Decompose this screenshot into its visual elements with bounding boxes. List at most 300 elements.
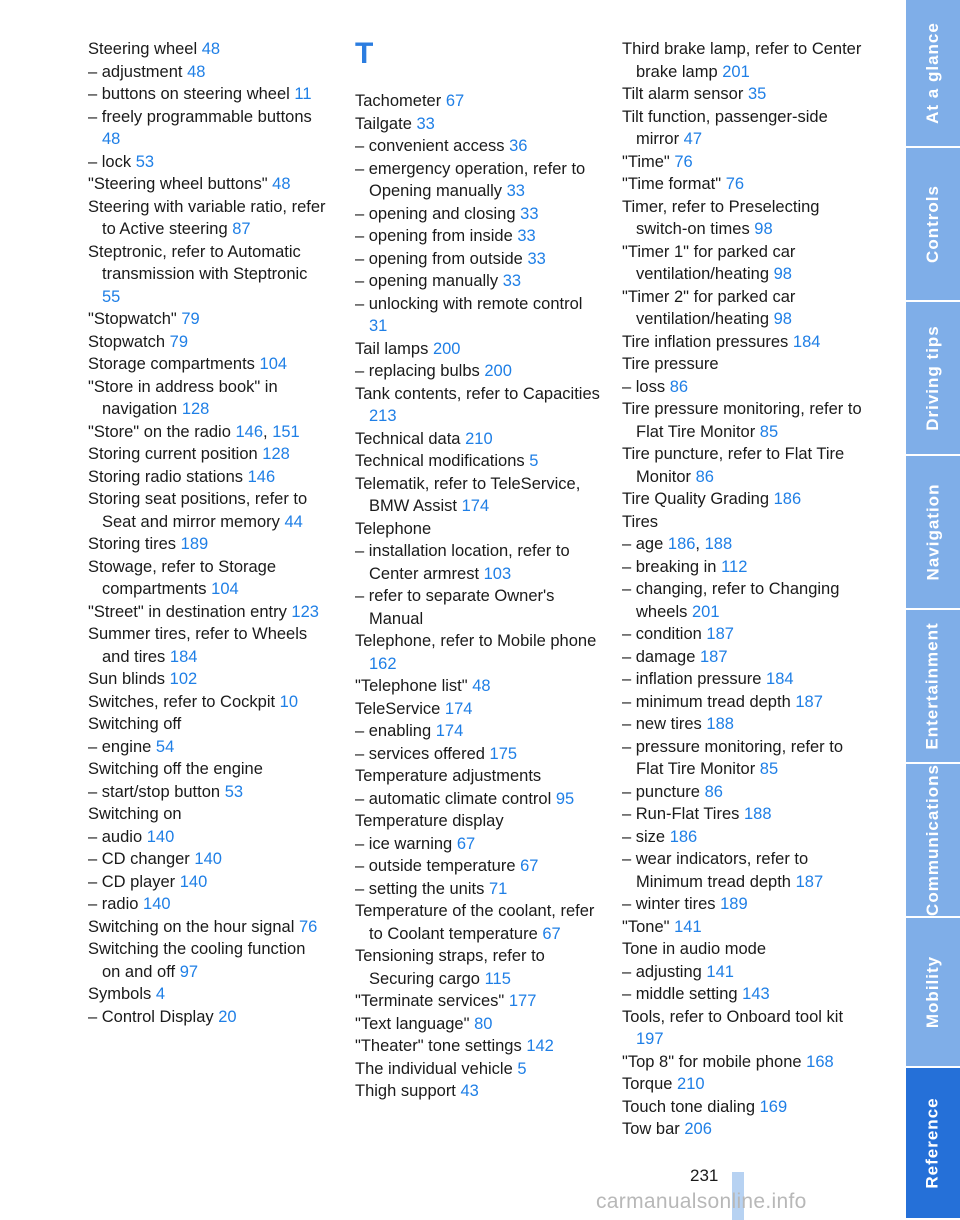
- page-reference-link[interactable]: 168: [806, 1052, 834, 1071]
- index-entry-term: Technical data: [355, 429, 461, 448]
- page-reference-link[interactable]: 174: [435, 722, 464, 740]
- index-entry: [622, 173, 867, 196]
- index-entry: [622, 443, 867, 488]
- index-entry: [622, 646, 867, 669]
- index-entry-term: – opening and closing: [355, 204, 516, 223]
- index-entry: [355, 855, 600, 878]
- index-entry: [88, 871, 328, 894]
- index-entry-term: – automatic climate control: [355, 789, 552, 808]
- index-entry: [88, 443, 328, 466]
- page-reference-link[interactable]: 188: [743, 805, 772, 823]
- page-reference-link[interactable]: 76: [298, 917, 318, 936]
- page-reference-link[interactable]: 36: [509, 137, 528, 155]
- index-entry: [622, 83, 867, 106]
- index-entry-term: Tilt function, passenger-side mirror: [622, 107, 828, 148]
- page-reference-link[interactable]: 33: [416, 114, 435, 133]
- index-entry-term: – CD player: [88, 872, 176, 891]
- index-entry: [355, 585, 600, 630]
- section-tab-label: Reference: [923, 1097, 942, 1189]
- index-entry-term: – start/stop button: [88, 782, 221, 801]
- section-tab-communications[interactable]: [906, 764, 960, 918]
- index-entry-term: – winter tires: [622, 895, 716, 913]
- page-reference-link[interactable]: 141: [674, 917, 702, 936]
- index-entry: [88, 916, 328, 939]
- index-entry-term: Tire inflation pressures: [622, 332, 789, 351]
- index-entry-term: Storing radio stations: [88, 467, 244, 486]
- index-entry: [88, 736, 328, 759]
- index-entry-term: – emergency operation, refer to Opening manually: [355, 159, 586, 200]
- index-entry: [88, 173, 328, 196]
- index-entry-term: Temperature adjustments: [355, 767, 542, 785]
- index-entry: [355, 293, 600, 338]
- index-entry: [355, 473, 600, 518]
- index-entry: [622, 623, 867, 646]
- page-reference-link[interactable]: 123: [291, 602, 319, 621]
- page-reference-link[interactable]: 186: [667, 535, 696, 553]
- section-tab-bar: [906, 0, 960, 1220]
- section-tab-mobility[interactable]: [906, 918, 960, 1068]
- index-column-3: [622, 38, 867, 1141]
- page-reference-link[interactable]: 48: [472, 677, 491, 695]
- page-reference-link[interactable]: 188: [704, 535, 733, 553]
- index-entry-term: Tank contents, refer to Capacities: [355, 384, 600, 403]
- page-reference-link[interactable]: 142: [526, 1037, 554, 1055]
- index-entry-term: Tools, refer to Onboard tool kit: [622, 1007, 844, 1026]
- index-entry-term: Tailgate: [355, 114, 412, 133]
- index-entry: [622, 893, 867, 916]
- page-reference-link[interactable]: 140: [146, 827, 175, 846]
- page-reference-link[interactable]: 184: [169, 647, 198, 666]
- page-reference-link[interactable]: 67: [456, 834, 476, 853]
- index-entry: [622, 556, 867, 579]
- index-entry-term: – damage: [622, 647, 696, 666]
- index-entry-term: – CD changer: [88, 850, 190, 868]
- index-entry: [88, 1006, 328, 1029]
- page-reference-link[interactable]: 33: [502, 272, 522, 290]
- index-entry-term: – outside temperature: [355, 857, 516, 875]
- index-entry-term: "Store in address book" in navigation: [88, 377, 278, 418]
- index-entry: [622, 826, 867, 849]
- section-tab-label: At a glance: [923, 22, 943, 124]
- index-entry: [355, 630, 600, 675]
- page-reference-link[interactable]: 67: [520, 857, 539, 875]
- page-reference-link[interactable]: 104: [259, 355, 288, 373]
- page-reference-link[interactable]: 76: [725, 175, 745, 193]
- index-entry: [88, 151, 328, 174]
- index-entry-term: Switching off the engine: [88, 760, 263, 778]
- page-reference-link[interactable]: 54: [155, 737, 175, 756]
- index-entry: [88, 376, 328, 421]
- index-entry-term: – loss: [622, 377, 666, 396]
- watermark: carmanualsonline.info: [596, 1190, 807, 1213]
- index-entry-term: – wear indicators, refer to Minimum tread depth: [622, 850, 809, 891]
- index-entry: [355, 540, 600, 585]
- index-entry-term: – unlocking with remote control: [355, 294, 583, 313]
- index-entry-term: – convenient access: [355, 137, 505, 155]
- index-entry-term: "Time format": [622, 175, 722, 193]
- index-entry: [88, 713, 328, 736]
- page-reference-link[interactable]: 102: [169, 670, 198, 688]
- section-tab-entertainment[interactable]: [906, 610, 960, 764]
- index-entry-term: Tire pressure monitoring, refer to Flat Tire Monitor: [622, 400, 862, 441]
- index-entry: [355, 878, 600, 901]
- index-entry-term: Switching the cooling function on and off: [88, 940, 306, 981]
- index-entry: [88, 893, 328, 916]
- page-reference-link[interactable]: 201: [722, 62, 750, 81]
- index-entry: [355, 720, 600, 743]
- index-entry: [355, 518, 600, 541]
- index-entry: [622, 578, 867, 623]
- page-reference-link[interactable]: 76: [674, 152, 693, 171]
- page-reference-link[interactable]: 115: [484, 969, 511, 988]
- page-reference-link[interactable]: 5: [529, 452, 539, 470]
- page-reference-link[interactable]: 86: [704, 782, 723, 801]
- page-reference-link[interactable]: 33: [506, 182, 525, 200]
- index-entry-term: Steptronic, refer to Automatic transmission with Steptronic: [88, 242, 308, 283]
- page-reference-link[interactable]: 48: [187, 62, 206, 81]
- index-entry-term: Temperature of the coolant, refer to Coolant temperature: [355, 902, 595, 943]
- page-reference-link[interactable]: 48: [201, 40, 221, 58]
- section-tab-controls[interactable]: [906, 148, 960, 302]
- index-entry-term: Switches, refer to Cockpit: [88, 692, 276, 711]
- page-reference-link[interactable]: 210: [677, 1075, 705, 1093]
- index-entry: [622, 196, 867, 241]
- page-reference-link[interactable]: 97: [179, 962, 199, 981]
- index-entry: – age 186, 188: [622, 535, 733, 553]
- index-entry-term: Steering wheel: [88, 40, 198, 58]
- page-reference-link[interactable]: 86: [669, 377, 689, 396]
- index-entry-term: "Timer 2" for parked car ventilation/heating: [622, 287, 796, 328]
- index-entry: [355, 743, 600, 766]
- index-entry: [622, 916, 867, 939]
- section-tab-driving-tips[interactable]: [906, 302, 960, 456]
- section-tab-label: Communications: [923, 764, 942, 916]
- page-reference-link[interactable]: 98: [773, 310, 792, 328]
- page-reference-link[interactable]: 67: [542, 924, 561, 943]
- index-entry: [622, 488, 867, 511]
- index-entry: [355, 810, 600, 833]
- index-entry: [88, 623, 328, 668]
- page-reference-link[interactable]: 140: [194, 850, 222, 868]
- index-entry: [622, 1006, 867, 1051]
- index-entry: [622, 983, 867, 1006]
- section-tab-at-a-glance[interactable]: [906, 0, 960, 148]
- index-entry-term: Switching on the hour signal: [88, 917, 295, 936]
- index-column-1: [88, 38, 328, 1028]
- page-reference-link[interactable]: 43: [460, 1082, 479, 1100]
- index-entry-term: "Steering wheel buttons": [88, 175, 268, 193]
- index-entry: [88, 38, 328, 61]
- index-entry: [355, 225, 600, 248]
- letter-heading: T: [355, 37, 374, 70]
- index-entry: [622, 353, 867, 376]
- page-reference-link[interactable]: 35: [747, 85, 767, 103]
- page-reference-link[interactable]: 143: [742, 985, 770, 1003]
- section-tab-label: Navigation: [923, 483, 942, 581]
- page-reference-link[interactable]: 67: [445, 92, 465, 110]
- index-entry: [355, 788, 600, 811]
- page-reference-link[interactable]: 187: [706, 625, 734, 643]
- page-reference-link[interactable]: 71: [488, 879, 508, 898]
- index-entry-term: "Theater" tone settings: [355, 1037, 522, 1055]
- page-reference-link[interactable]: 53: [135, 152, 155, 171]
- index-entry-term: Storing seat positions, refer to Seat and mirror memory: [88, 490, 308, 531]
- index-entry-term: Thigh support: [355, 1082, 456, 1100]
- index-entry-term: – services offered: [355, 744, 485, 763]
- index-entry-term: – audio: [88, 827, 143, 846]
- page-reference-link[interactable]: 187: [699, 647, 728, 666]
- index-entry: [355, 900, 600, 945]
- index-entry-term: Touch tone dialing: [622, 1097, 756, 1116]
- index-entry-term: Storage compartments: [88, 355, 255, 373]
- page-reference-link[interactable]: 5: [517, 1059, 527, 1078]
- index-entry-term: Storing tires: [88, 535, 177, 553]
- index-entry-term: Timer, refer to Preselecting switch-on times: [622, 197, 820, 238]
- page-reference-link[interactable]: 184: [792, 332, 821, 351]
- index-entry-term: Telephone: [355, 519, 432, 538]
- page-reference-link[interactable]: 53: [224, 782, 244, 801]
- index-entry: [355, 135, 600, 158]
- index-entry-term: "Time": [622, 152, 670, 171]
- index-entry-term: "Store" on the radio: [88, 422, 231, 441]
- page-reference-link[interactable]: 175: [489, 744, 518, 763]
- page-reference-link[interactable]: 162: [369, 654, 397, 673]
- index-entry-term: – puncture: [622, 782, 700, 801]
- index-entry-term: – pressure monitoring, refer to Flat Tire Monitor: [622, 737, 844, 778]
- page-reference-link[interactable]: 210: [465, 429, 493, 448]
- index-entry: [88, 331, 328, 354]
- page-reference-link[interactable]: 4: [155, 985, 166, 1003]
- index-entry-term: "Telephone list": [355, 677, 468, 695]
- index-entry: [355, 203, 600, 226]
- page-reference-link[interactable]: 200: [432, 339, 461, 358]
- index-entry-term: – opening manually: [355, 272, 499, 290]
- index-entry-term: Tilt alarm sensor: [622, 85, 744, 103]
- index-entry: [622, 1051, 867, 1074]
- page-reference-link[interactable]: 98: [773, 265, 792, 283]
- index-entry: [88, 938, 328, 983]
- page-reference-link[interactable]: 112: [721, 557, 748, 576]
- index-entry: [355, 270, 600, 293]
- index-entry: [622, 398, 867, 443]
- page-reference-link[interactable]: 48: [102, 130, 121, 148]
- section-tab-label: Driving tips: [923, 325, 943, 431]
- page-reference-link[interactable]: 98: [754, 220, 773, 238]
- index-entry: [88, 848, 328, 871]
- index-entry-term: – enabling: [355, 722, 432, 740]
- index-entry-term: Switching off: [88, 715, 182, 733]
- page-reference-link[interactable]: 187: [795, 872, 824, 891]
- page-reference-link[interactable]: 48: [272, 175, 291, 193]
- section-tab-label: Controls: [923, 185, 943, 263]
- index-entry-term: – installation location, refer to Center armrest: [355, 542, 570, 583]
- index-entry: [355, 383, 600, 428]
- index-entry-term: Tensioning straps, refer to Securing cargo: [355, 947, 545, 988]
- index-entry: [622, 736, 867, 781]
- index-entry-term: – engine: [88, 737, 152, 756]
- index-entry: [88, 83, 328, 106]
- index-entry: [622, 803, 867, 826]
- index-entry: [355, 450, 600, 473]
- index-entry: [88, 61, 328, 84]
- index-entry: [355, 833, 600, 856]
- page-reference-link[interactable]: 33: [527, 249, 546, 268]
- index-entry: [622, 151, 867, 174]
- index-entry-term: Sun blinds: [88, 670, 166, 688]
- index-entry: [622, 376, 867, 399]
- index-entry-term: Tail lamps: [355, 339, 429, 358]
- page-reference-link[interactable]: 140: [143, 895, 171, 913]
- index-entry-term: "Tone": [622, 917, 670, 936]
- page-reference-link[interactable]: 140: [179, 872, 208, 891]
- page-reference-link[interactable]: 87: [232, 220, 251, 238]
- index-entry-term: – freely programmable buttons: [88, 107, 312, 126]
- page-reference-link[interactable]: 80: [474, 1014, 493, 1033]
- page-reference-link[interactable]: 189: [720, 895, 748, 913]
- page-reference-link[interactable]: 10: [279, 692, 299, 711]
- index-entry: [622, 1096, 867, 1119]
- index-entry-term: Torque: [622, 1075, 673, 1093]
- index-entry-term: – middle setting: [622, 985, 738, 1003]
- index-entry-term: – replacing bulbs: [355, 362, 480, 380]
- page-reference-link[interactable]: 20: [218, 1007, 237, 1026]
- section-tab-label: Entertainment: [923, 622, 943, 750]
- page-reference-link[interactable]: 169: [759, 1097, 788, 1116]
- section-tab-navigation[interactable]: [906, 456, 960, 610]
- index-entry: [88, 758, 328, 781]
- index-entry-term: – Run-Flat Tires: [622, 805, 740, 823]
- page-reference-link[interactable]: 79: [169, 332, 188, 351]
- index-entry: [88, 668, 328, 691]
- page-reference-link[interactable]: 11: [294, 85, 312, 103]
- index-entry: [355, 765, 600, 788]
- page-reference-link[interactable]: 177: [508, 992, 537, 1010]
- page-reference-link[interactable]: 79: [181, 310, 200, 328]
- index-entry-term: – adjusting: [622, 962, 702, 981]
- page-reference-link[interactable]: 95: [555, 789, 575, 808]
- index-entry-term: – adjustment: [88, 62, 183, 81]
- index-entry-term: Temperature display: [355, 812, 504, 830]
- index-entry: [355, 90, 600, 113]
- page-reference-link[interactable]: 128: [262, 445, 290, 463]
- index-entry-term: Stopwatch: [88, 332, 166, 351]
- index-entry-term: TeleService: [355, 699, 441, 718]
- page-reference-link[interactable]: 188: [706, 715, 734, 733]
- index-entry-term: Storing current position: [88, 445, 258, 463]
- index-entry: [355, 360, 600, 383]
- page-reference-link[interactable]: 174: [444, 699, 473, 718]
- index-column-2: [355, 38, 600, 1103]
- index-entry-term: Third brake lamp, refer to Center brake lamp: [622, 40, 862, 81]
- section-tab-reference[interactable]: [906, 1068, 960, 1220]
- index-entry: [88, 241, 328, 309]
- index-entry: [88, 691, 328, 714]
- index-entry-term: – setting the units: [355, 879, 485, 898]
- index-entry-term: Tachometer: [355, 92, 442, 110]
- page-reference-link[interactable]: 33: [517, 227, 536, 245]
- page-reference-link[interactable]: 47: [683, 130, 703, 148]
- index-entry: [622, 668, 867, 691]
- page-reference-link[interactable]: 44: [284, 512, 303, 531]
- index-entry: [88, 826, 328, 849]
- page-reference-link[interactable]: 174: [461, 497, 490, 515]
- page-reference-link[interactable]: 184: [766, 670, 794, 688]
- index-entry: [355, 675, 600, 698]
- page-reference-link[interactable]: 85: [759, 422, 779, 441]
- index-entry: [622, 511, 867, 534]
- page-reference-link[interactable]: 128: [181, 400, 210, 418]
- index-entry: [88, 308, 328, 331]
- index-entry-term: – ice warning: [355, 834, 453, 853]
- page-reference-link[interactable]: 186: [669, 827, 698, 846]
- index-entry: [88, 533, 328, 556]
- index-entry-term: – condition: [622, 625, 702, 643]
- index-entry: [88, 488, 328, 533]
- section-tab-label: Mobility: [923, 955, 942, 1029]
- index-entry-term: "Timer 1" for parked car ventilation/heating: [622, 242, 796, 283]
- index-entry: [622, 848, 867, 893]
- page-reference-link[interactable]: 189: [180, 535, 209, 553]
- index-entry: [622, 781, 867, 804]
- index-entry-term: – Control Display: [88, 1007, 214, 1026]
- page-reference-link[interactable]: 200: [484, 362, 512, 380]
- page-reference-link[interactable]: 187: [795, 692, 823, 711]
- page-reference-link[interactable]: 141: [706, 962, 734, 981]
- index-entry: [622, 1073, 867, 1096]
- page-reference-link[interactable]: 146: [247, 467, 276, 486]
- index-entry: "Store" on the radio 146, 151: [88, 422, 300, 441]
- page-reference-link[interactable]: 103: [483, 564, 512, 583]
- index-entry-term: Technical modifications: [355, 452, 525, 470]
- index-entry: [622, 106, 867, 151]
- index-entry: [88, 466, 328, 489]
- page-reference-link[interactable]: 151: [272, 422, 300, 441]
- index-entry: [88, 803, 328, 826]
- page-reference-link[interactable]: 33: [520, 204, 539, 223]
- index-entry: [355, 698, 600, 721]
- index-entry-term: Telematik, refer to TeleService, BMW Assist: [355, 474, 581, 515]
- index-entry-term: Symbols: [88, 985, 152, 1003]
- index-entry-term: – buttons on steering wheel: [88, 85, 290, 103]
- page-reference-link[interactable]: 213: [369, 407, 397, 425]
- page-reference-link[interactable]: 85: [759, 760, 779, 778]
- page-reference-link[interactable]: 206: [684, 1120, 712, 1138]
- index-entry-term: – changing, refer to Changing wheels: [622, 580, 840, 621]
- page-reference-link[interactable]: 86: [695, 467, 714, 486]
- page-reference-link[interactable]: 186: [773, 490, 802, 508]
- index-entry-term: – lock: [88, 152, 132, 171]
- index-entry: [88, 983, 328, 1006]
- index-entry: [88, 601, 328, 624]
- index-entry: [355, 113, 600, 136]
- index-entry-term: Steering with variable ratio, refer to Active steering: [88, 197, 326, 238]
- page-reference-link[interactable]: 197: [636, 1030, 664, 1048]
- index-entry-term: Tire pressure: [622, 355, 719, 373]
- index-entry: [622, 241, 867, 286]
- index-entry-term: Summer tires, refer to Wheels and tires: [88, 625, 308, 666]
- page-reference-link[interactable]: 104: [211, 580, 239, 598]
- index-entry-term: Tire puncture, refer to Flat Tire Monitor: [622, 445, 845, 486]
- page-reference-link[interactable]: 146: [235, 422, 264, 441]
- page-reference-link[interactable]: 55: [102, 287, 121, 306]
- page-reference-link[interactable]: 31: [369, 317, 388, 335]
- index-entry: [355, 338, 600, 361]
- index-entry-term: – opening from inside: [355, 227, 513, 245]
- index-entry: [88, 196, 328, 241]
- page-reference-link[interactable]: 201: [691, 602, 720, 621]
- index-entry: [355, 428, 600, 451]
- index-entry-term: – opening from outside: [355, 249, 523, 268]
